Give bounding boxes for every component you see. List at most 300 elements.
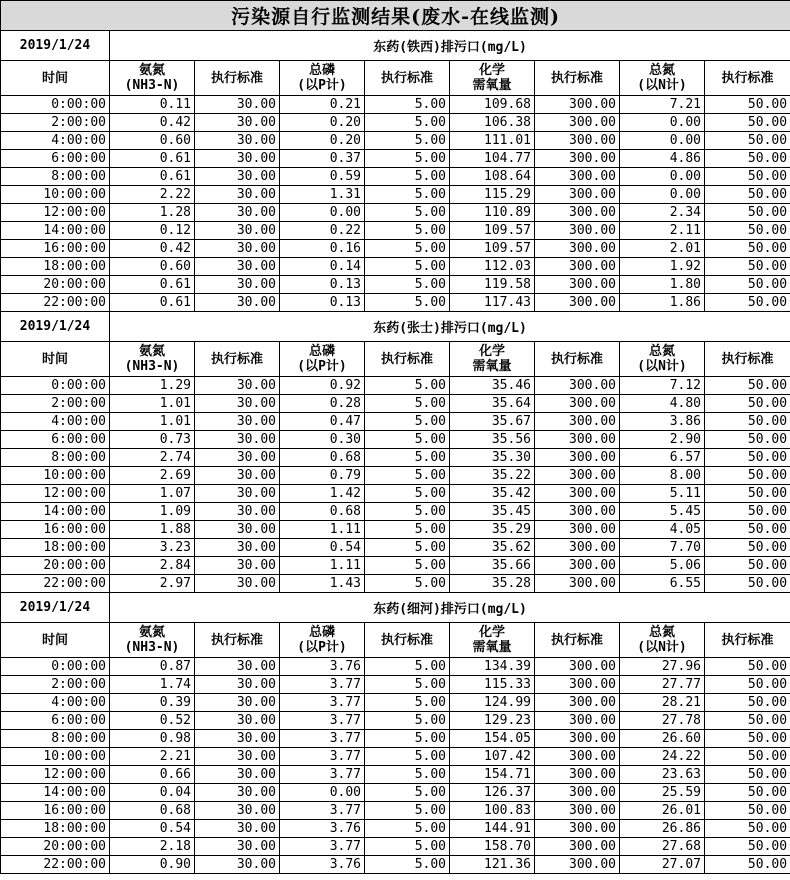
- tp-standard[interactable]: 5.00: [365, 294, 450, 312]
- tp-value[interactable]: 3.77: [280, 748, 365, 766]
- time-cell[interactable]: 14:00:00: [1, 503, 110, 521]
- tn-value[interactable]: 27.77: [620, 676, 705, 694]
- nh3-value[interactable]: 0.68: [110, 802, 195, 820]
- nh3-standard[interactable]: 30.00: [195, 150, 280, 168]
- cod-standard[interactable]: 300.00: [535, 377, 620, 395]
- tn-standard[interactable]: 50.00: [705, 856, 790, 874]
- cod-standard[interactable]: 300.00: [535, 539, 620, 557]
- tp-standard[interactable]: 5.00: [365, 712, 450, 730]
- time-cell[interactable]: 2:00:00: [1, 114, 110, 132]
- tp-standard[interactable]: 5.00: [365, 802, 450, 820]
- nh3-value[interactable]: 0.61: [110, 150, 195, 168]
- cod-standard[interactable]: 300.00: [535, 658, 620, 676]
- tn-standard[interactable]: 50.00: [705, 431, 790, 449]
- tn-standard[interactable]: 50.00: [705, 539, 790, 557]
- cod-value[interactable]: 35.22: [450, 467, 535, 485]
- nh3-standard[interactable]: 30.00: [195, 676, 280, 694]
- tn-value[interactable]: 6.55: [620, 575, 705, 593]
- header-tn[interactable]: [620, 623, 705, 658]
- nh3-value[interactable]: 2.97: [110, 575, 195, 593]
- tn-standard[interactable]: 50.00: [705, 485, 790, 503]
- nh3-standard[interactable]: 30.00: [195, 114, 280, 132]
- tp-value[interactable]: 0.30: [280, 431, 365, 449]
- cod-value[interactable]: 35.30: [450, 449, 535, 467]
- outlet-cell[interactable]: 东药(铁西)排污口(mg/L): [110, 31, 790, 61]
- header-standard[interactable]: 执行标准: [365, 61, 450, 96]
- nh3-value[interactable]: 2.69: [110, 467, 195, 485]
- tn-standard[interactable]: 50.00: [705, 658, 790, 676]
- nh3-standard[interactable]: 30.00: [195, 748, 280, 766]
- tp-value[interactable]: 0.00: [280, 784, 365, 802]
- cod-standard[interactable]: 300.00: [535, 168, 620, 186]
- tn-standard[interactable]: 50.00: [705, 503, 790, 521]
- tn-standard[interactable]: 50.00: [705, 575, 790, 593]
- header-cod[interactable]: [450, 342, 535, 377]
- time-cell[interactable]: 14:00:00: [1, 222, 110, 240]
- tp-standard[interactable]: 5.00: [365, 485, 450, 503]
- tn-value[interactable]: 26.86: [620, 820, 705, 838]
- nh3-standard[interactable]: 30.00: [195, 503, 280, 521]
- time-cell[interactable]: 8:00:00: [1, 449, 110, 467]
- tp-standard[interactable]: 5.00: [365, 694, 450, 712]
- nh3-standard[interactable]: 30.00: [195, 258, 280, 276]
- time-cell[interactable]: 4:00:00: [1, 694, 110, 712]
- cod-standard[interactable]: 300.00: [535, 838, 620, 856]
- tn-standard[interactable]: 50.00: [705, 395, 790, 413]
- cod-value[interactable]: 129.23: [450, 712, 535, 730]
- tn-standard[interactable]: 50.00: [705, 132, 790, 150]
- cod-standard[interactable]: 300.00: [535, 730, 620, 748]
- header-cod[interactable]: [450, 61, 535, 96]
- tn-value[interactable]: 0.00: [620, 114, 705, 132]
- tp-value[interactable]: 1.43: [280, 575, 365, 593]
- tp-value[interactable]: 0.13: [280, 294, 365, 312]
- time-cell[interactable]: 16:00:00: [1, 240, 110, 258]
- tn-standard[interactable]: 50.00: [705, 96, 790, 114]
- tn-standard[interactable]: 50.00: [705, 676, 790, 694]
- time-cell[interactable]: 4:00:00: [1, 132, 110, 150]
- tp-standard[interactable]: 5.00: [365, 557, 450, 575]
- tp-value[interactable]: 3.76: [280, 820, 365, 838]
- time-cell[interactable]: 6:00:00: [1, 712, 110, 730]
- time-cell[interactable]: 6:00:00: [1, 431, 110, 449]
- tn-value[interactable]: 25.59: [620, 784, 705, 802]
- nh3-standard[interactable]: 30.00: [195, 294, 280, 312]
- tn-value[interactable]: 26.01: [620, 802, 705, 820]
- tn-value[interactable]: 26.60: [620, 730, 705, 748]
- time-cell[interactable]: 20:00:00: [1, 557, 110, 575]
- tp-standard[interactable]: 5.00: [365, 838, 450, 856]
- nh3-value[interactable]: 1.09: [110, 503, 195, 521]
- nh3-standard[interactable]: 30.00: [195, 186, 280, 204]
- tn-value[interactable]: 8.00: [620, 467, 705, 485]
- cod-standard[interactable]: 300.00: [535, 186, 620, 204]
- time-cell[interactable]: 18:00:00: [1, 820, 110, 838]
- cod-standard[interactable]: 300.00: [535, 96, 620, 114]
- cod-value[interactable]: 107.42: [450, 748, 535, 766]
- tp-standard[interactable]: 5.00: [365, 658, 450, 676]
- header-standard[interactable]: 执行标准: [705, 623, 790, 658]
- cod-standard[interactable]: 300.00: [535, 395, 620, 413]
- tp-standard[interactable]: 5.00: [365, 748, 450, 766]
- tp-value[interactable]: 0.59: [280, 168, 365, 186]
- cod-standard[interactable]: 300.00: [535, 240, 620, 258]
- header-standard[interactable]: 执行标准: [195, 61, 280, 96]
- time-cell[interactable]: 0:00:00: [1, 658, 110, 676]
- nh3-standard[interactable]: 30.00: [195, 431, 280, 449]
- tp-value[interactable]: 0.92: [280, 377, 365, 395]
- cod-value[interactable]: 124.99: [450, 694, 535, 712]
- tp-standard[interactable]: 5.00: [365, 676, 450, 694]
- tp-value[interactable]: 0.14: [280, 258, 365, 276]
- time-cell[interactable]: 16:00:00: [1, 802, 110, 820]
- tn-value[interactable]: 23.63: [620, 766, 705, 784]
- header-tp[interactable]: [280, 342, 365, 377]
- nh3-standard[interactable]: 30.00: [195, 168, 280, 186]
- cod-standard[interactable]: 300.00: [535, 557, 620, 575]
- tp-standard[interactable]: 5.00: [365, 258, 450, 276]
- tp-standard[interactable]: 5.00: [365, 820, 450, 838]
- tn-value[interactable]: 2.34: [620, 204, 705, 222]
- nh3-standard[interactable]: 30.00: [195, 413, 280, 431]
- tn-value[interactable]: 3.86: [620, 413, 705, 431]
- tn-value[interactable]: 27.96: [620, 658, 705, 676]
- header-nh3[interactable]: [110, 61, 195, 96]
- cod-standard[interactable]: 300.00: [535, 575, 620, 593]
- tp-value[interactable]: 3.77: [280, 676, 365, 694]
- cod-value[interactable]: 154.71: [450, 766, 535, 784]
- tp-standard[interactable]: 5.00: [365, 150, 450, 168]
- nh3-standard[interactable]: 30.00: [195, 784, 280, 802]
- cod-standard[interactable]: 300.00: [535, 449, 620, 467]
- header-nh3[interactable]: [110, 342, 195, 377]
- nh3-value[interactable]: 2.21: [110, 748, 195, 766]
- cod-standard[interactable]: 300.00: [535, 676, 620, 694]
- nh3-value[interactable]: 0.39: [110, 694, 195, 712]
- tn-standard[interactable]: 50.00: [705, 557, 790, 575]
- cod-value[interactable]: 158.70: [450, 838, 535, 856]
- nh3-standard[interactable]: 30.00: [195, 766, 280, 784]
- tp-value[interactable]: 0.13: [280, 276, 365, 294]
- nh3-standard[interactable]: 30.00: [195, 132, 280, 150]
- time-cell[interactable]: 20:00:00: [1, 838, 110, 856]
- header-standard[interactable]: 执行标准: [705, 342, 790, 377]
- header-nh3[interactable]: [110, 623, 195, 658]
- tn-standard[interactable]: 50.00: [705, 802, 790, 820]
- tn-value[interactable]: 7.21: [620, 96, 705, 114]
- cod-standard[interactable]: 300.00: [535, 748, 620, 766]
- nh3-standard[interactable]: 30.00: [195, 539, 280, 557]
- tp-value[interactable]: 0.22: [280, 222, 365, 240]
- cod-standard[interactable]: 300.00: [535, 485, 620, 503]
- cod-value[interactable]: 100.83: [450, 802, 535, 820]
- tp-value[interactable]: 0.79: [280, 467, 365, 485]
- tp-value[interactable]: 3.77: [280, 766, 365, 784]
- cod-standard[interactable]: 300.00: [535, 694, 620, 712]
- tp-value[interactable]: 0.54: [280, 539, 365, 557]
- tn-standard[interactable]: 50.00: [705, 150, 790, 168]
- tp-standard[interactable]: 5.00: [365, 395, 450, 413]
- tp-value[interactable]: 0.00: [280, 204, 365, 222]
- cod-value[interactable]: 121.36: [450, 856, 535, 874]
- header-standard[interactable]: 执行标准: [535, 342, 620, 377]
- time-cell[interactable]: 8:00:00: [1, 168, 110, 186]
- header-standard[interactable]: 执行标准: [535, 61, 620, 96]
- tn-value[interactable]: 2.11: [620, 222, 705, 240]
- cod-value[interactable]: 104.77: [450, 150, 535, 168]
- tn-value[interactable]: 5.45: [620, 503, 705, 521]
- cod-value[interactable]: 35.62: [450, 539, 535, 557]
- tn-standard[interactable]: 50.00: [705, 766, 790, 784]
- tp-standard[interactable]: 5.00: [365, 114, 450, 132]
- tn-standard[interactable]: 50.00: [705, 294, 790, 312]
- date-cell[interactable]: 2019/1/24: [1, 31, 110, 61]
- nh3-value[interactable]: 0.54: [110, 820, 195, 838]
- nh3-standard[interactable]: 30.00: [195, 856, 280, 874]
- nh3-value[interactable]: 2.74: [110, 449, 195, 467]
- cod-value[interactable]: 115.29: [450, 186, 535, 204]
- time-cell[interactable]: 14:00:00: [1, 784, 110, 802]
- tp-value[interactable]: 1.11: [280, 557, 365, 575]
- tn-value[interactable]: 4.80: [620, 395, 705, 413]
- tn-standard[interactable]: 50.00: [705, 186, 790, 204]
- nh3-value[interactable]: 0.61: [110, 276, 195, 294]
- tp-value[interactable]: 3.77: [280, 730, 365, 748]
- nh3-value[interactable]: 0.66: [110, 766, 195, 784]
- tn-value[interactable]: 28.21: [620, 694, 705, 712]
- nh3-value[interactable]: 1.29: [110, 377, 195, 395]
- tp-standard[interactable]: 5.00: [365, 467, 450, 485]
- date-cell[interactable]: 2019/1/24: [1, 312, 110, 342]
- tp-value[interactable]: 0.47: [280, 413, 365, 431]
- tn-standard[interactable]: 50.00: [705, 204, 790, 222]
- tp-value[interactable]: 1.31: [280, 186, 365, 204]
- nh3-standard[interactable]: 30.00: [195, 240, 280, 258]
- tp-standard[interactable]: 5.00: [365, 521, 450, 539]
- nh3-value[interactable]: 0.60: [110, 132, 195, 150]
- nh3-value[interactable]: 0.60: [110, 258, 195, 276]
- tp-value[interactable]: 3.76: [280, 856, 365, 874]
- cod-standard[interactable]: 300.00: [535, 784, 620, 802]
- time-cell[interactable]: 16:00:00: [1, 521, 110, 539]
- cod-value[interactable]: 144.91: [450, 820, 535, 838]
- cod-standard[interactable]: 300.00: [535, 431, 620, 449]
- tn-standard[interactable]: 50.00: [705, 521, 790, 539]
- outlet-cell[interactable]: 东药(细河)排污口(mg/L): [110, 593, 790, 623]
- nh3-value[interactable]: 1.28: [110, 204, 195, 222]
- nh3-standard[interactable]: 30.00: [195, 820, 280, 838]
- time-cell[interactable]: 20:00:00: [1, 276, 110, 294]
- tn-value[interactable]: 4.86: [620, 150, 705, 168]
- nh3-value[interactable]: 0.42: [110, 240, 195, 258]
- time-cell[interactable]: 6:00:00: [1, 150, 110, 168]
- header-tn[interactable]: [620, 342, 705, 377]
- cod-value[interactable]: 35.29: [450, 521, 535, 539]
- cod-standard[interactable]: 300.00: [535, 114, 620, 132]
- nh3-value[interactable]: 0.12: [110, 222, 195, 240]
- tp-standard[interactable]: 5.00: [365, 766, 450, 784]
- cod-standard[interactable]: 300.00: [535, 712, 620, 730]
- cod-value[interactable]: 134.39: [450, 658, 535, 676]
- header-tp[interactable]: [280, 623, 365, 658]
- cod-standard[interactable]: 300.00: [535, 820, 620, 838]
- header-standard[interactable]: 执行标准: [365, 623, 450, 658]
- time-cell[interactable]: 2:00:00: [1, 395, 110, 413]
- cod-value[interactable]: 109.57: [450, 222, 535, 240]
- nh3-value[interactable]: 0.61: [110, 294, 195, 312]
- header-standard[interactable]: 执行标准: [535, 623, 620, 658]
- tn-value[interactable]: 4.05: [620, 521, 705, 539]
- cod-value[interactable]: 35.42: [450, 485, 535, 503]
- tp-standard[interactable]: 5.00: [365, 186, 450, 204]
- time-cell[interactable]: 22:00:00: [1, 856, 110, 874]
- cod-value[interactable]: 108.64: [450, 168, 535, 186]
- nh3-value[interactable]: 1.01: [110, 395, 195, 413]
- cod-standard[interactable]: 300.00: [535, 467, 620, 485]
- cod-value[interactable]: 110.89: [450, 204, 535, 222]
- nh3-standard[interactable]: 30.00: [195, 222, 280, 240]
- cod-value[interactable]: 106.38: [450, 114, 535, 132]
- tn-value[interactable]: 1.92: [620, 258, 705, 276]
- nh3-value[interactable]: 0.98: [110, 730, 195, 748]
- tp-standard[interactable]: 5.00: [365, 132, 450, 150]
- tp-standard[interactable]: 5.00: [365, 730, 450, 748]
- header-time[interactable]: 时间: [1, 342, 110, 377]
- tn-value[interactable]: 6.57: [620, 449, 705, 467]
- tp-value[interactable]: 0.16: [280, 240, 365, 258]
- tp-value[interactable]: 0.37: [280, 150, 365, 168]
- header-standard[interactable]: 执行标准: [365, 342, 450, 377]
- cod-value[interactable]: 35.64: [450, 395, 535, 413]
- nh3-standard[interactable]: 30.00: [195, 485, 280, 503]
- tn-standard[interactable]: 50.00: [705, 820, 790, 838]
- nh3-standard[interactable]: 30.00: [195, 395, 280, 413]
- nh3-standard[interactable]: 30.00: [195, 449, 280, 467]
- cod-value[interactable]: 154.05: [450, 730, 535, 748]
- outlet-cell[interactable]: 东药(张士)排污口(mg/L): [110, 312, 790, 342]
- header-time[interactable]: 时间: [1, 61, 110, 96]
- header-standard[interactable]: 执行标准: [195, 623, 280, 658]
- time-cell[interactable]: 12:00:00: [1, 204, 110, 222]
- cod-value[interactable]: 111.01: [450, 132, 535, 150]
- nh3-value[interactable]: 1.07: [110, 485, 195, 503]
- nh3-standard[interactable]: 30.00: [195, 658, 280, 676]
- cod-value[interactable]: 35.56: [450, 431, 535, 449]
- nh3-standard[interactable]: 30.00: [195, 694, 280, 712]
- cod-standard[interactable]: 300.00: [535, 294, 620, 312]
- cod-standard[interactable]: 300.00: [535, 503, 620, 521]
- time-cell[interactable]: 18:00:00: [1, 539, 110, 557]
- header-standard[interactable]: 执行标准: [705, 61, 790, 96]
- cod-value[interactable]: 35.66: [450, 557, 535, 575]
- cod-value[interactable]: 35.46: [450, 377, 535, 395]
- nh3-value[interactable]: 0.11: [110, 96, 195, 114]
- tp-value[interactable]: 0.21: [280, 96, 365, 114]
- time-cell[interactable]: 12:00:00: [1, 766, 110, 784]
- nh3-value[interactable]: 0.73: [110, 431, 195, 449]
- tn-value[interactable]: 27.78: [620, 712, 705, 730]
- tn-standard[interactable]: 50.00: [705, 114, 790, 132]
- tp-value[interactable]: 1.11: [280, 521, 365, 539]
- tn-standard[interactable]: 50.00: [705, 748, 790, 766]
- tp-value[interactable]: 1.42: [280, 485, 365, 503]
- tp-standard[interactable]: 5.00: [365, 168, 450, 186]
- cod-value[interactable]: 109.57: [450, 240, 535, 258]
- cod-value[interactable]: 35.45: [450, 503, 535, 521]
- time-cell[interactable]: 0:00:00: [1, 96, 110, 114]
- header-time[interactable]: 时间: [1, 623, 110, 658]
- nh3-value[interactable]: 1.88: [110, 521, 195, 539]
- nh3-value[interactable]: 2.84: [110, 557, 195, 575]
- tn-standard[interactable]: 50.00: [705, 712, 790, 730]
- cod-value[interactable]: 126.37: [450, 784, 535, 802]
- header-cod[interactable]: [450, 623, 535, 658]
- tp-value[interactable]: 0.20: [280, 114, 365, 132]
- nh3-standard[interactable]: 30.00: [195, 802, 280, 820]
- cod-standard[interactable]: 300.00: [535, 766, 620, 784]
- nh3-value[interactable]: 0.61: [110, 168, 195, 186]
- tn-value[interactable]: 7.70: [620, 539, 705, 557]
- cod-standard[interactable]: 300.00: [535, 204, 620, 222]
- tp-standard[interactable]: 5.00: [365, 276, 450, 294]
- nh3-standard[interactable]: 30.00: [195, 730, 280, 748]
- nh3-standard[interactable]: 30.00: [195, 521, 280, 539]
- tn-standard[interactable]: 50.00: [705, 222, 790, 240]
- tp-standard[interactable]: 5.00: [365, 96, 450, 114]
- tn-value[interactable]: 5.11: [620, 485, 705, 503]
- tp-value[interactable]: 3.77: [280, 838, 365, 856]
- sheet-title[interactable]: 污染源自行监测结果(废水-在线监测): [1, 1, 790, 31]
- tn-value[interactable]: 27.68: [620, 838, 705, 856]
- tn-value[interactable]: 1.86: [620, 294, 705, 312]
- tn-standard[interactable]: 50.00: [705, 240, 790, 258]
- tn-value[interactable]: 0.00: [620, 186, 705, 204]
- tn-value[interactable]: 27.07: [620, 856, 705, 874]
- time-cell[interactable]: 10:00:00: [1, 186, 110, 204]
- cod-value[interactable]: 112.03: [450, 258, 535, 276]
- tn-standard[interactable]: 50.00: [705, 784, 790, 802]
- time-cell[interactable]: 12:00:00: [1, 485, 110, 503]
- nh3-value[interactable]: 2.22: [110, 186, 195, 204]
- tp-standard[interactable]: 5.00: [365, 204, 450, 222]
- time-cell[interactable]: 4:00:00: [1, 413, 110, 431]
- header-tp[interactable]: [280, 61, 365, 96]
- tp-standard[interactable]: 5.00: [365, 431, 450, 449]
- nh3-value[interactable]: 0.90: [110, 856, 195, 874]
- nh3-standard[interactable]: 30.00: [195, 712, 280, 730]
- tp-value[interactable]: 3.77: [280, 802, 365, 820]
- time-cell[interactable]: 8:00:00: [1, 730, 110, 748]
- tn-standard[interactable]: 50.00: [705, 168, 790, 186]
- cod-value[interactable]: 35.28: [450, 575, 535, 593]
- cod-value[interactable]: 109.68: [450, 96, 535, 114]
- tp-standard[interactable]: 5.00: [365, 240, 450, 258]
- nh3-value[interactable]: 0.04: [110, 784, 195, 802]
- cod-standard[interactable]: 300.00: [535, 276, 620, 294]
- tp-value[interactable]: 0.20: [280, 132, 365, 150]
- tn-standard[interactable]: 50.00: [705, 694, 790, 712]
- tn-value[interactable]: 5.06: [620, 557, 705, 575]
- tp-value[interactable]: 0.68: [280, 449, 365, 467]
- cod-value[interactable]: 35.67: [450, 413, 535, 431]
- cod-standard[interactable]: 300.00: [535, 222, 620, 240]
- tn-value[interactable]: 2.90: [620, 431, 705, 449]
- time-cell[interactable]: 2:00:00: [1, 676, 110, 694]
- tn-value[interactable]: 1.80: [620, 276, 705, 294]
- nh3-standard[interactable]: 30.00: [195, 557, 280, 575]
- cod-value[interactable]: 115.33: [450, 676, 535, 694]
- header-tn[interactable]: [620, 61, 705, 96]
